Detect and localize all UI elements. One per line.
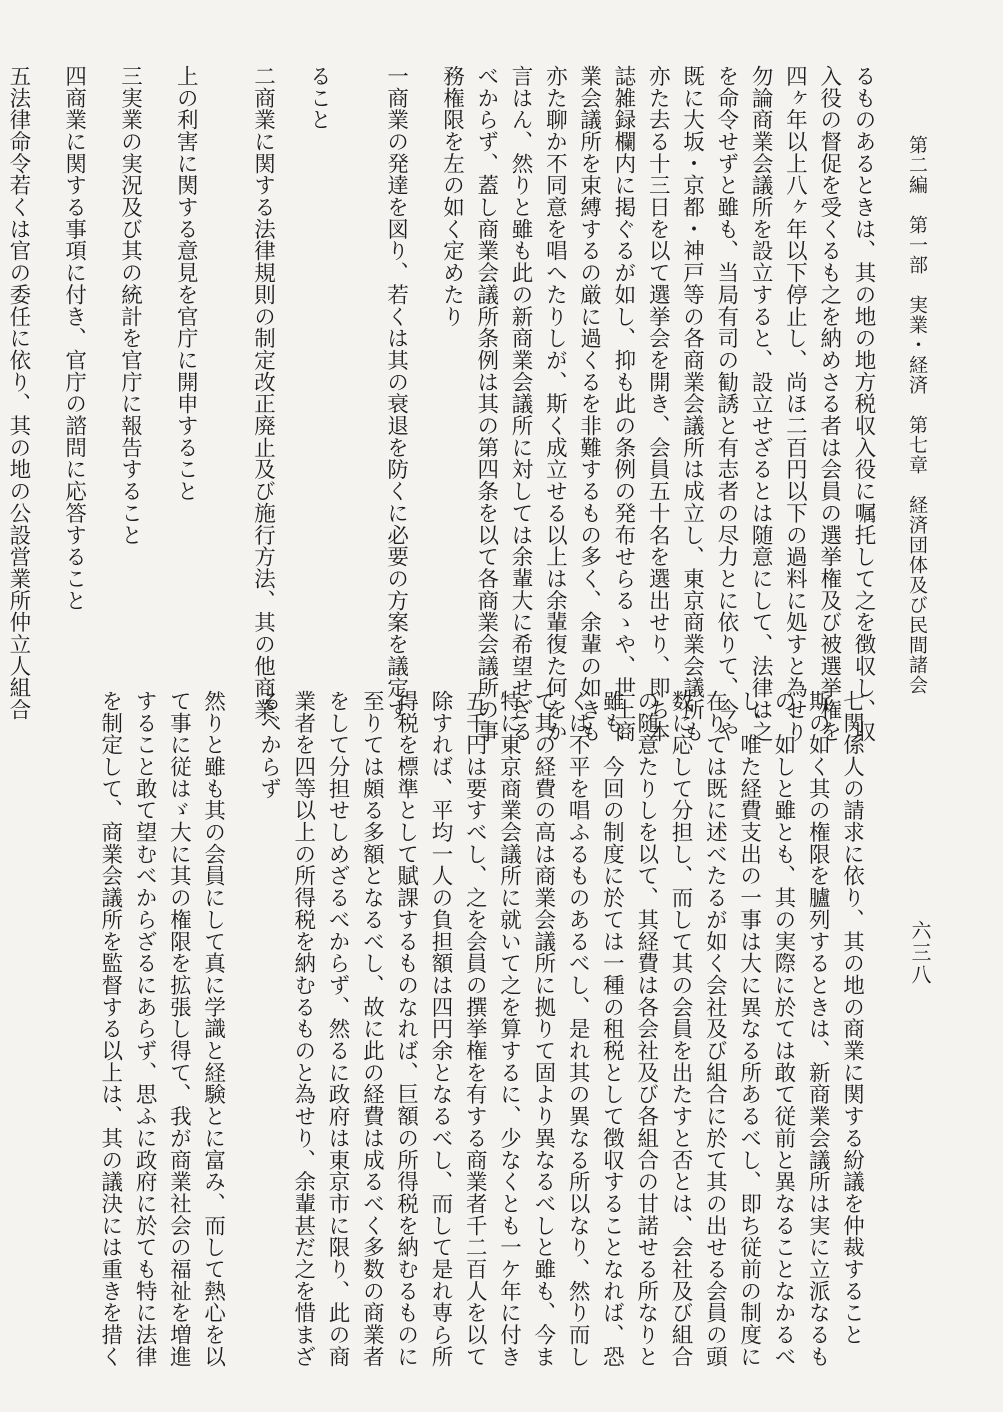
text-line: 一商業の発達を図り、若くは其の衰退を防くに必要の方案を議定す <box>383 65 409 721</box>
text-line: 上の利害に関する意見を官庁に開申すること <box>173 65 199 502</box>
text-line: 雖も、今回の制度に於ては一種の租税として徴収することなれば、恐 <box>599 690 625 1368</box>
text-line: 二商業に関する法律規則の制定改正廃止及び施行方法、其の他商業 <box>250 65 276 721</box>
text-line: 言はん、然りと雖も此の新商業会議所に対しては余輩大に希望せざる <box>508 65 534 743</box>
text-line: 入役の督促を受くるも之を納めさる者は会員の選挙権及び被選挙権を <box>816 65 842 743</box>
text-line: 務権限を左の如く定めたり <box>439 65 465 328</box>
text-line: を制定して、商業会議所を監督する以上は、其の議決には重きを措く <box>97 690 123 1368</box>
text-line: 得税を標準として賦課するものなれば、巨額の所得税を納むるものに <box>393 690 419 1368</box>
text-line: 勿論商業会議所を設立すると、設立せざるとは随意にして、法律は之 <box>748 65 774 743</box>
text-line: るものあるときは、其の地の地方税収入役に嘱托して之を徴収し、収 <box>851 65 876 743</box>
text-line: 特に東京商業会議所に就いて之を算するに、少なくとも一ケ年に付き <box>496 690 522 1368</box>
text-line: 数に応して分担し、而して其の会員を出たすと否とは、会社及び組合 <box>668 690 694 1368</box>
text-line: 七関係人の請求に依り、其の地の商業に関する紛議を仲裁すること <box>839 690 865 1346</box>
upper-text-block <box>5 65 880 743</box>
text-line: の随意たりしを以て、其経費は各会社及び各組合の甘諾せる所なりと <box>633 690 659 1368</box>
text-line: 除すれば、平均一人の負担額は四円余となるべし、而して是れ専ら所 <box>427 690 453 1368</box>
text-line: て事に従はゞ大に其の権限を拡張し得て、我が商業社会の福祉を増進 <box>166 690 192 1368</box>
running-header: 第二編 第一部 実業・経済 第七章 経済団体及び民間諸会 <box>906 135 928 695</box>
page-number: 六三八 <box>908 920 932 986</box>
text-line: 業者を四等以上の所得税を納むるものと為せり、余輩甚だ之を惜まざ <box>290 690 316 1368</box>
text-line: し、唯た経費支出の一事は大に異なる所あるべし、即ち従前の制度に <box>736 690 762 1368</box>
text-line: を命令せずと雖も、当局有司の勧誘と有志者の尽力とに依りて、今や <box>713 65 739 743</box>
text-line: 亦た去る十三日を以て選挙会を開き、会員五十名を選出せり、即ち本 <box>645 65 671 743</box>
text-line: 業会議所を束縛するの厳に過くるを非難するもの多く、余輩の如きも <box>576 65 602 743</box>
text-line: ること <box>306 65 332 131</box>
text-line: べからず、蓋し商業会議所条例は其の第四条を以て各商業会議所の事 <box>473 65 499 743</box>
text-line: 五千円は要すべし、之を会員の撰挙権を有する商業者千二百人を以て <box>462 690 488 1368</box>
text-line: 在りては既に述べたるが如く会社及び組合に於て其の出せる会員の頭 <box>702 690 728 1368</box>
text-line: て其の経費の高は商業会議所に拠りて固より異なるべしと雖も、今ま <box>530 690 556 1368</box>
text-line: 既に大坂・京都・神戸等の各商業会議所は成立し、東京商業会議所も <box>679 65 705 743</box>
text-line: くは不平を唱ふるものあるべし、是れ其の異なる所以なり、然り而し <box>565 690 591 1368</box>
text-line: の、如しと雖とも、其の実際に於ては敢て従前と異なることなかるべ <box>770 690 796 1368</box>
text-line: をして分担せしめざるべからず、然るに政府は東京市に限り、此の商 <box>325 690 351 1368</box>
text-line: 四商業に関する事項に付き、官庁の諮問に応答すること <box>61 65 87 612</box>
text-line: 然りと雖も其の会員にして真に学識と経験とに富み、而して熱心を以 <box>200 690 226 1368</box>
text-line: 四ヶ年以上八ヶ年以下停止し、尚ほ二百円以下の過料に処すと為せり <box>782 65 808 743</box>
text-line: 五法律命令若くは官の委任に依り、其の地の公設営業所仲立人組合 <box>5 65 31 721</box>
text-line: 三実業の実況及び其の統計を官庁に報告すること <box>117 65 143 546</box>
text-line: すること敢て望むべからざるにあらず、思ふに政府に於ても特に法律 <box>132 690 158 1368</box>
text-line: るべからず <box>256 690 282 800</box>
text-line: 斯の如く其の権限を臚列するときは、新商業会議所は実に立派なるも <box>805 690 831 1368</box>
text-line: 至りては頗る多額となるべし、故に此の経費は成るべく多数の商業者 <box>359 690 385 1368</box>
text-line: 誌雑録欄内に掲ぐるが如し、抑も此の条例の発布せらるゝや、世上商 <box>610 65 636 743</box>
lower-text-block <box>85 690 890 1368</box>
text-line: 亦た聊か不同意を唱へたりしが、斯く成立せる以上は余輩復た何をか <box>542 65 568 743</box>
